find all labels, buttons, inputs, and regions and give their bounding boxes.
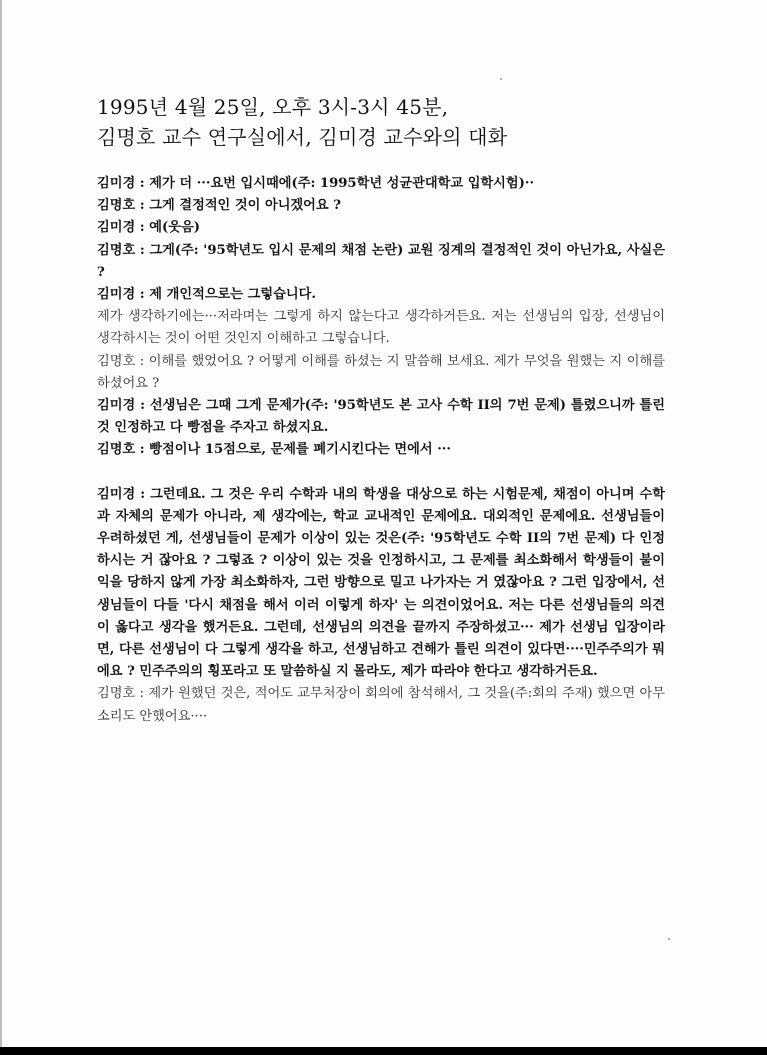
transcript-line: 김미경 : 제가 더 ···요번 입시때에(주: 1995학년 성균관대학교 입학시험)··	[97, 176, 535, 191]
transcript-line: 김명호 : 이해를 했었어요 ? 어떻게 이해를 하셨는 지 말씀해 보세요. 제가 무엇을 원했는 지 이해를 하셨어요 ?	[97, 353, 665, 391]
scan-speck	[500, 78, 502, 80]
transcript-line: 김명호 : 그게(주: '95학년도 입시 문제의 채점 논란) 교원 징계의 결정적인 것이 아닌가요, 사실은 ?	[97, 242, 665, 280]
transcript-line: 김미경 : 선생님은 그때 그게 문제가(주: '95학년도 본 고사 수학 II의 7번 문제) 틀렸으니까 틀린 것 인정하고 다 빵점을 주자고 하셨지요.	[97, 398, 665, 436]
title-line-date: 1995년 4월 25일, 오후 3시-3시 45분,	[97, 95, 449, 119]
transcript-line: 김명호 : 제가 원했던 것은, 적어도 교무처장이 회의에 참석해서, 그 것을(주:회의 주재) 했으면 아무 소리도 안했어요····	[97, 686, 665, 724]
scan-bottom-edge	[0, 1047, 767, 1055]
scan-left-edge	[0, 0, 2, 1055]
transcript-body	[97, 173, 665, 728]
transcript-line: 김명호 : 빵점이나 15점으로, 문제를 폐기시킨다는 면에서 ···	[97, 442, 451, 458]
document-title	[97, 92, 697, 152]
scan-speck	[668, 938, 670, 940]
transcript-line: 김미경 : 제 개인적으로는 그렇습니다.	[97, 287, 316, 303]
paragraph-gap	[97, 462, 665, 484]
transcript-line: 김미경 : 예(웃음)	[97, 220, 200, 236]
transcript-line: 김명호 : 그게 결정적인 것이 아니겠어요 ?	[97, 198, 341, 214]
title-line-subject: 김명호 교수 연구실에서, 김미경 교수와의 대화	[97, 125, 508, 149]
transcript-line: 제가 생각하기에는···저라며는 그렇게 하지 않는다고 생각하거든요. 저는 선생님의 입장, 선생님이 생각하시는 것이 어떤 것인지 이해하고 그렇습니다.	[97, 309, 665, 347]
transcript-paragraph: 김미경 : 그런데요. 그 것은 우리 수학과 내의 학생을 대상으로 하는 시험문제, 채점이 아니며 수학과 자체의 문제가 아니라, 제 생각에는, 학교 교내적인 문제에요. 대외적인 문제에요. 선생님들이 우려하셨던 게, 선생님들이 문제가 이상이 있는 것은(주: '95학년도 수학 II의 7번 문제) 다 인정 하시는 거 잖아요 ? 그렇죠 ? 이상이 있는 것을 인정하시고, 그 문제를 최소화해서 학생들이 불이익을 당하지 않게 가장 최소화하자, 그런 방향으로 밀고 나가자는 거 였잖아요 ? 그런 입장에서, 선생님들이 다들 '다시 채점을 해서 이러 이렇게 하자' 는 의견이었어요. 저는 다른 선생님들의 의견이 옳다고 생각을 했거든요. 그런데, 선생님의 의견을 끝까지 주장하셨고··· 제가 선생님 입장이라면, 다른 선생님이 다 그렇게 생각을 하고, 선생님하고 견해가 틀린 의견이 있다면····민주주의가 뭐에요 ? 민주주의의 횡포라고 또 말씀하실 지 몰라도, 제가 따라야 한다고 생각하거든요.	[97, 486, 665, 680]
